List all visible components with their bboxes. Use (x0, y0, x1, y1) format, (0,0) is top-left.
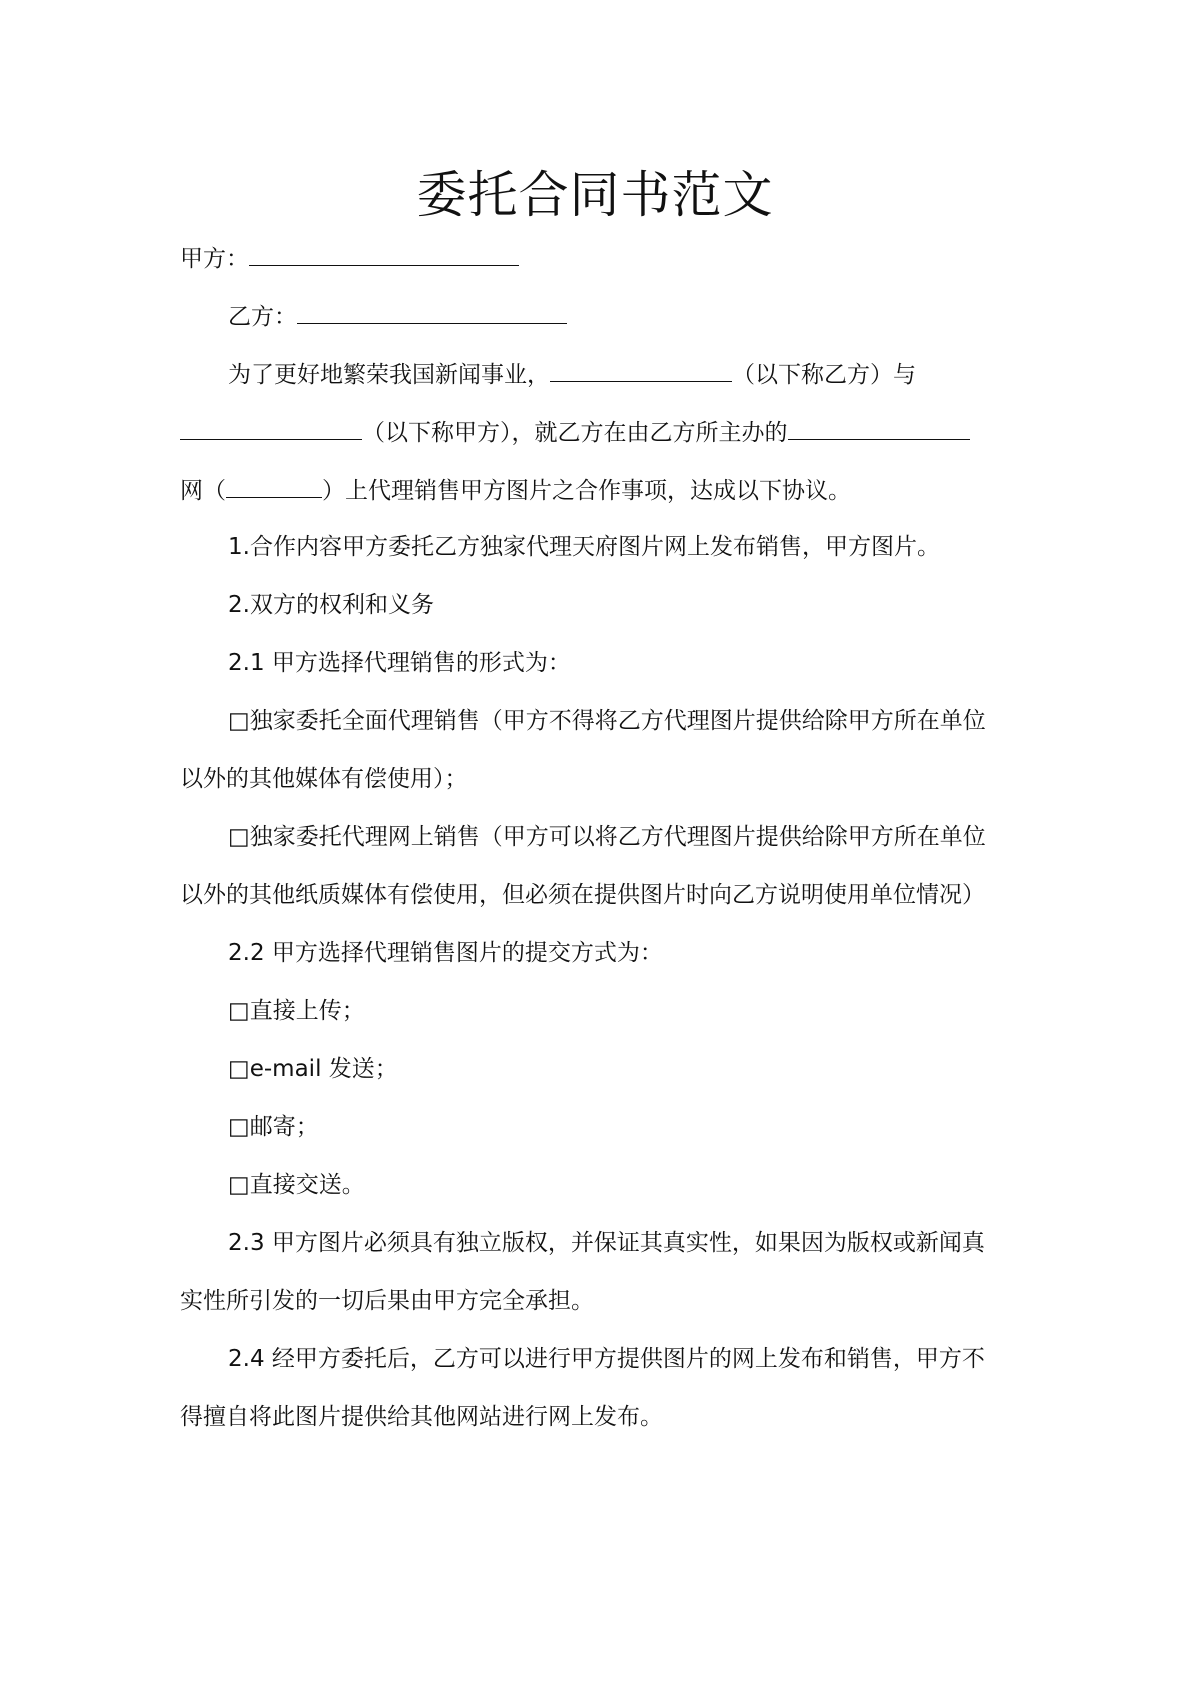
clause-2-heading: 2.双方的权利和义务 (228, 592, 434, 618)
submit-option-mail: □邮寄； (228, 1114, 319, 1140)
intro-text-1-end: （以下称乙方）与 (732, 362, 916, 388)
option-b-line-2: 以外的其他纸质媒体有偿使用，但必须在提供图片时向乙方说明使用单位情况） (180, 882, 985, 908)
intro-text-3-start: 网（ (180, 478, 226, 504)
website-name-blank (788, 411, 970, 440)
intro-line-2 (180, 411, 1030, 451)
clause-2-2: 2.2 甲方选择代理销售图片的提交方式为： (228, 940, 663, 966)
option-a-line-2: 以外的其他媒体有偿使用）； (180, 766, 468, 792)
clause-1: 1.合作内容甲方委托乙方独家代理天府图片网上发布销售，甲方图片。 (228, 534, 940, 560)
submit-option-deliver: □直接交送。 (228, 1172, 365, 1198)
party-b-name-blank (550, 353, 732, 382)
option-a-line-1: □独家委托全面代理销售（甲方不得将乙方代理图片提供给除甲方所在单位 (228, 708, 986, 734)
clause-2-3-line-2: 实性所引发的一切后果由甲方完全承担。 (180, 1288, 594, 1314)
party-a-name-blank (180, 411, 362, 440)
party-a-blank (249, 237, 519, 266)
submit-option-email: □e-mail 发送； (228, 1056, 398, 1082)
party-a-line (180, 237, 1030, 277)
intro-text-3-end: ）上代理销售甲方图片之合作事项，达成以下协议。 (322, 478, 851, 504)
intro-line-1 (228, 353, 1030, 393)
clause-2-4-line-1: 2.4 经甲方委托后，乙方可以进行甲方提供图片的网上发布和销售，甲方不 (228, 1346, 985, 1372)
intro-text-1: 为了更好地繁荣我国新闻事业， (228, 362, 550, 388)
intro-text-2: （以下称甲方），就乙方在由乙方所主办的 (362, 420, 788, 446)
party-b-blank (297, 295, 567, 324)
clause-2-1: 2.1 甲方选择代理销售的形式为： (228, 650, 571, 676)
document-title: 委托合同书范文 (416, 166, 774, 224)
option-b-line-1: □独家委托代理网上销售（甲方可以将乙方代理图片提供给除甲方所在单位 (228, 824, 986, 850)
website-url-blank (226, 469, 322, 498)
party-b-line (228, 295, 1030, 335)
party-b-label: 乙方： (228, 304, 297, 330)
party-a-label: 甲方： (180, 246, 249, 272)
clause-2-4-line-2: 得擅自将此图片提供给其他网站进行网上发布。 (180, 1404, 663, 1430)
intro-line-3 (180, 469, 1030, 509)
clause-2-3-line-1: 2.3 甲方图片必须具有独立版权，并保证其真实性，如果因为版权或新闻真 (228, 1230, 985, 1256)
submit-option-upload: □直接上传； (228, 998, 365, 1024)
